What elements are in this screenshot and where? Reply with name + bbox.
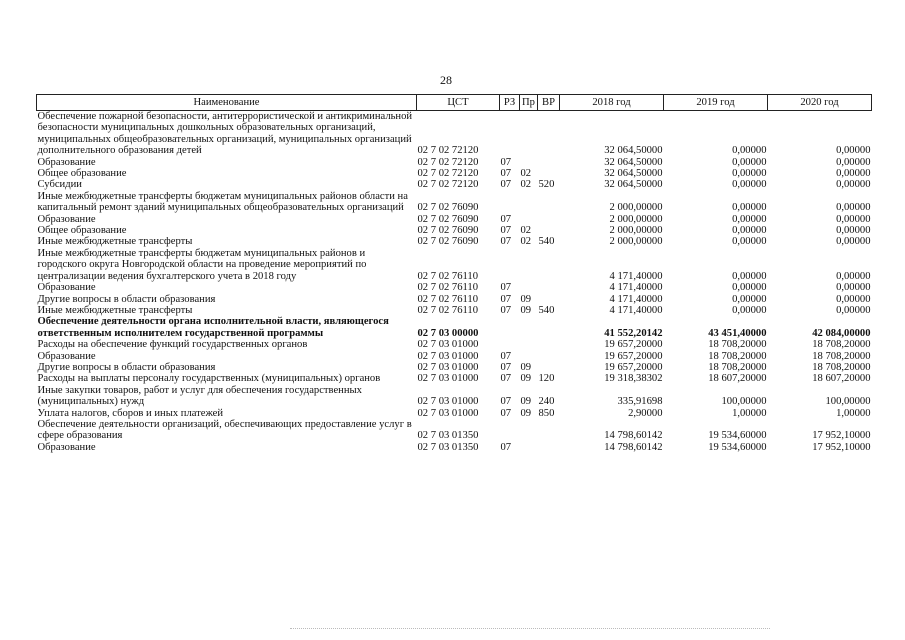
cell-2020: 0,00000 bbox=[836, 145, 871, 157]
cell-2018: 32 064,50000 bbox=[604, 168, 663, 180]
header-2018: 2018 год bbox=[560, 95, 664, 111]
cell-pr bbox=[520, 191, 538, 214]
cell-rz: 07 bbox=[500, 282, 512, 294]
cell-rz bbox=[500, 248, 520, 282]
table-header bbox=[37, 95, 872, 111]
cell-2018: 19 657,20000 bbox=[604, 361, 663, 373]
cell-2018: 32 064,50000 bbox=[604, 156, 663, 168]
cell-name: Иные межбюджетные трансферты bbox=[37, 304, 193, 316]
cell-pr: 02 bbox=[520, 168, 532, 180]
table-row bbox=[37, 373, 872, 384]
cell-rz: 07 bbox=[500, 373, 512, 385]
cell-vr bbox=[538, 282, 560, 293]
cell-pr bbox=[520, 419, 538, 442]
cell-name: Иные закупки товаров, работ и услуг для обеспечения государственных (муниципальных) нужд bbox=[37, 384, 362, 408]
table-row bbox=[37, 191, 872, 214]
cell-rz: 07 bbox=[500, 304, 512, 316]
cell-cst: 02 7 02 76110 bbox=[417, 282, 479, 294]
table-row bbox=[37, 442, 872, 453]
cell-2019: 0,00000 bbox=[732, 225, 767, 237]
cell-2019: 18 708,20000 bbox=[708, 339, 767, 351]
table-row bbox=[37, 168, 872, 179]
cell-pr bbox=[520, 214, 538, 225]
cell-rz bbox=[500, 316, 520, 339]
table-row bbox=[37, 408, 872, 419]
cell-name: Субсидии bbox=[37, 179, 82, 191]
cell-2018: 32 064,50000 bbox=[604, 145, 663, 157]
cell-2019: 0,00000 bbox=[732, 179, 767, 191]
cell-name: Обеспечение деятельности органа исполнительной власти, являющегося ответственным исполнителем государственной программы bbox=[37, 316, 389, 339]
cell-cst: 02 7 02 72120 bbox=[417, 179, 479, 191]
table-body bbox=[37, 111, 872, 454]
cell-2019: 0,00000 bbox=[732, 270, 767, 282]
cell-2018: 4 171,40000 bbox=[609, 270, 663, 282]
cell-rz: 07 bbox=[500, 407, 512, 419]
cell-2020: 100,00000 bbox=[825, 396, 871, 408]
cell-cst: 02 7 02 72120 bbox=[417, 156, 479, 168]
cell-rz: 07 bbox=[500, 293, 512, 305]
cell-2020: 0,00000 bbox=[836, 225, 871, 237]
cell-2018: 2 000,00000 bbox=[609, 225, 663, 237]
cell-2019: 0,00000 bbox=[732, 213, 767, 225]
cell-vr: 240 bbox=[538, 396, 555, 408]
cell-2019: 18 607,20000 bbox=[708, 373, 767, 385]
cell-2020: 0,00000 bbox=[836, 270, 871, 282]
cell-2019: 1,00000 bbox=[732, 407, 767, 419]
table-row bbox=[37, 179, 872, 190]
table-row bbox=[37, 157, 872, 168]
cell-name: Иные межбюджетные трансферты бюджетам муниципальных районов и городского округа Новгородской области на проведение мероприятий по централизации ведения бухгалтерского учета в 2018 году bbox=[37, 247, 367, 282]
cell-cst: 02 7 02 76110 bbox=[417, 270, 479, 282]
cell-name: Уплата налогов, сборов и иных платежей bbox=[37, 407, 224, 419]
cell-vr bbox=[538, 294, 560, 305]
cell-2018: 14 798,60142 bbox=[604, 430, 663, 442]
table-row bbox=[37, 225, 872, 236]
cell-cst: 02 7 02 76090 bbox=[417, 202, 479, 214]
cell-pr bbox=[520, 316, 538, 339]
cell-rz: 07 bbox=[500, 361, 512, 373]
cell-2020: 1,00000 bbox=[836, 407, 871, 419]
cell-2020: 0,00000 bbox=[836, 202, 871, 214]
cell-rz: 07 bbox=[500, 236, 512, 248]
cell-name: Образование bbox=[37, 213, 96, 225]
header-pr: Пр bbox=[520, 95, 538, 111]
cell-rz bbox=[500, 191, 520, 214]
table-row bbox=[37, 339, 872, 350]
cell-cst: 02 7 03 01000 bbox=[417, 339, 479, 351]
cell-2020: 0,00000 bbox=[836, 179, 871, 191]
header-cst: ЦСТ bbox=[417, 95, 500, 111]
cell-cst: 02 7 02 76110 bbox=[417, 293, 479, 305]
cell-vr bbox=[538, 442, 560, 453]
cell-vr bbox=[538, 419, 560, 442]
cell-2018: 19 657,20000 bbox=[604, 339, 663, 351]
cell-name: Другие вопросы в области образования bbox=[37, 293, 216, 305]
cell-rz: 07 bbox=[500, 350, 512, 362]
cell-pr bbox=[520, 111, 538, 157]
cell-2019: 0,00000 bbox=[732, 156, 767, 168]
cell-rz: 07 bbox=[500, 396, 512, 408]
cell-2020: 18 708,20000 bbox=[812, 361, 871, 373]
cell-2020: 17 952,10000 bbox=[812, 430, 871, 442]
cell-vr: 520 bbox=[538, 179, 555, 191]
cell-vr bbox=[538, 316, 560, 339]
cell-2019: 0,00000 bbox=[732, 236, 767, 248]
cell-cst: 02 7 02 72120 bbox=[417, 145, 479, 157]
cell-2018: 32 064,50000 bbox=[604, 179, 663, 191]
cell-vr bbox=[538, 168, 560, 179]
cell-name: Расходы на обеспечение функций государственных органов bbox=[37, 339, 308, 351]
cell-cst: 02 7 02 76090 bbox=[417, 225, 479, 237]
table-row bbox=[37, 236, 872, 247]
cell-rz bbox=[500, 339, 520, 350]
cell-cst: 02 7 03 01000 bbox=[417, 350, 479, 362]
cell-2020: 17 952,10000 bbox=[812, 441, 871, 453]
table-row bbox=[37, 419, 872, 442]
cell-name: Общее образование bbox=[37, 168, 127, 180]
cell-2018: 41 552,20142 bbox=[604, 327, 663, 339]
cell-rz: 07 bbox=[500, 225, 512, 237]
cell-2019: 0,00000 bbox=[732, 145, 767, 157]
table-row bbox=[37, 248, 872, 282]
cell-cst: 02 7 03 01000 bbox=[417, 361, 479, 373]
cell-2019: 19 534,60000 bbox=[708, 430, 767, 442]
cell-2018: 4 171,40000 bbox=[609, 304, 663, 316]
cell-2020: 0,00000 bbox=[836, 282, 871, 294]
cell-cst: 02 7 03 00000 bbox=[417, 327, 479, 339]
cell-2019: 18 708,20000 bbox=[708, 350, 767, 362]
cell-pr: 02 bbox=[520, 225, 532, 237]
cell-name: Другие вопросы в области образования bbox=[37, 361, 216, 373]
cell-2019: 19 534,60000 bbox=[708, 441, 767, 453]
cell-vr: 850 bbox=[538, 407, 555, 419]
table-row bbox=[37, 111, 872, 157]
cell-name: Образование bbox=[37, 156, 96, 168]
cell-name: Расходы на выплаты персоналу государственных (муниципальных) органов bbox=[37, 373, 381, 385]
cell-2020: 0,00000 bbox=[836, 168, 871, 180]
cell-2020: 42 084,00000 bbox=[812, 327, 871, 339]
cell-pr: 02 bbox=[520, 236, 532, 248]
cell-2019: 100,00000 bbox=[721, 396, 767, 408]
cell-cst: 02 7 03 01350 bbox=[417, 430, 479, 442]
cell-rz: 07 bbox=[500, 156, 512, 168]
page-edge-dots bbox=[290, 628, 770, 629]
cell-name: Иные межбюджетные трансферты bbox=[37, 236, 193, 248]
cell-2020: 18 708,20000 bbox=[812, 350, 871, 362]
cell-vr: 540 bbox=[538, 304, 555, 316]
cell-cst: 02 7 02 72120 bbox=[417, 168, 479, 180]
cell-2019: 0,00000 bbox=[732, 202, 767, 214]
cell-pr bbox=[520, 339, 538, 350]
cell-2018: 2 000,00000 bbox=[609, 236, 663, 248]
cell-vr bbox=[538, 351, 560, 362]
cell-cst: 02 7 02 76110 bbox=[417, 304, 479, 316]
header-vr: ВР bbox=[538, 95, 560, 111]
cell-rz: 07 bbox=[500, 213, 512, 225]
cell-vr bbox=[538, 225, 560, 236]
cell-pr: 09 bbox=[520, 396, 532, 408]
cell-2018: 19 657,20000 bbox=[604, 350, 663, 362]
cell-2018: 2 000,00000 bbox=[609, 202, 663, 214]
cell-2020: 0,00000 bbox=[836, 236, 871, 248]
cell-vr bbox=[538, 157, 560, 168]
header-rz: РЗ bbox=[500, 95, 520, 111]
cell-2019: 0,00000 bbox=[732, 304, 767, 316]
table-row bbox=[37, 362, 872, 373]
cell-pr: 09 bbox=[520, 293, 532, 305]
cell-rz: 07 bbox=[500, 179, 512, 191]
cell-name: Обеспечение деятельности организаций, обеспечивающих предоставление услуг в сфере образования bbox=[37, 418, 412, 442]
cell-2020: 18 607,20000 bbox=[812, 373, 871, 385]
cell-cst: 02 7 02 76090 bbox=[417, 236, 479, 248]
cell-vr bbox=[538, 339, 560, 350]
cell-name: Образование bbox=[37, 441, 96, 453]
cell-2019: 18 708,20000 bbox=[708, 361, 767, 373]
cell-2018: 2 000,00000 bbox=[609, 213, 663, 225]
cell-cst: 02 7 03 01000 bbox=[417, 396, 479, 408]
page-number: 28 bbox=[440, 73, 452, 87]
cell-2020: 0,00000 bbox=[836, 156, 871, 168]
cell-2018: 2,90000 bbox=[628, 407, 663, 419]
cell-vr: 540 bbox=[538, 236, 555, 248]
cell-rz bbox=[500, 111, 520, 157]
cell-pr bbox=[520, 248, 538, 282]
cell-pr: 09 bbox=[520, 407, 532, 419]
cell-name: Общее образование bbox=[37, 225, 127, 237]
header-2019: 2019 год bbox=[664, 95, 768, 111]
table-row bbox=[37, 351, 872, 362]
budget-table bbox=[36, 94, 872, 453]
table-row bbox=[37, 316, 872, 339]
table-row bbox=[37, 385, 872, 408]
cell-rz: 07 bbox=[500, 168, 512, 180]
cell-2020: 0,00000 bbox=[836, 213, 871, 225]
cell-2018: 4 171,40000 bbox=[609, 282, 663, 294]
cell-2019: 0,00000 bbox=[732, 168, 767, 180]
cell-name: Образование bbox=[37, 282, 96, 294]
cell-2019: 0,00000 bbox=[732, 282, 767, 294]
cell-name: Обеспечение пожарной безопасности, антитеррористической и антикриминальной безопасности муниципальных дошкольных образовательных организаций, муниципальных общеобразовательных организаций, муниципальных организаций дополнительного образования детей bbox=[37, 111, 413, 157]
cell-2019: 0,00000 bbox=[732, 293, 767, 305]
cell-pr bbox=[520, 282, 538, 293]
cell-pr bbox=[520, 351, 538, 362]
cell-cst: 02 7 02 76090 bbox=[417, 213, 479, 225]
cell-2018: 335,91698 bbox=[617, 396, 663, 408]
cell-name: Иные межбюджетные трансферты бюджетам муниципальных районов области на капитальный ремонт зданий муниципальных общеобразовательных организаций bbox=[37, 190, 408, 214]
cell-vr bbox=[538, 214, 560, 225]
cell-rz bbox=[500, 419, 520, 442]
cell-2020: 0,00000 bbox=[836, 293, 871, 305]
cell-pr: 02 bbox=[520, 179, 532, 191]
table-row bbox=[37, 294, 872, 305]
cell-cst: 02 7 03 01000 bbox=[417, 407, 479, 419]
cell-cst: 02 7 03 01000 bbox=[417, 373, 479, 385]
header-2020: 2020 год bbox=[768, 95, 872, 111]
table-row bbox=[37, 282, 872, 293]
table-row bbox=[37, 214, 872, 225]
cell-pr: 09 bbox=[520, 373, 532, 385]
cell-pr: 09 bbox=[520, 361, 532, 373]
cell-pr bbox=[520, 157, 538, 168]
cell-2020: 18 708,20000 bbox=[812, 339, 871, 351]
cell-rz: 07 bbox=[500, 441, 512, 453]
cell-2018: 14 798,60142 bbox=[604, 441, 663, 453]
cell-2020: 0,00000 bbox=[836, 304, 871, 316]
cell-name: Образование bbox=[37, 350, 96, 362]
table-row bbox=[37, 305, 872, 316]
cell-2019: 43 451,40000 bbox=[708, 327, 767, 339]
cell-pr: 09 bbox=[520, 304, 532, 316]
cell-vr bbox=[538, 248, 560, 282]
cell-vr bbox=[538, 362, 560, 373]
cell-2018: 19 318,38302 bbox=[604, 373, 663, 385]
cell-pr bbox=[520, 442, 538, 453]
cell-vr: 120 bbox=[538, 373, 555, 385]
header-name: Наименование bbox=[37, 95, 417, 111]
cell-vr bbox=[538, 191, 560, 214]
cell-vr bbox=[538, 111, 560, 157]
cell-cst: 02 7 03 01350 bbox=[417, 441, 479, 453]
cell-2018: 4 171,40000 bbox=[609, 293, 663, 305]
